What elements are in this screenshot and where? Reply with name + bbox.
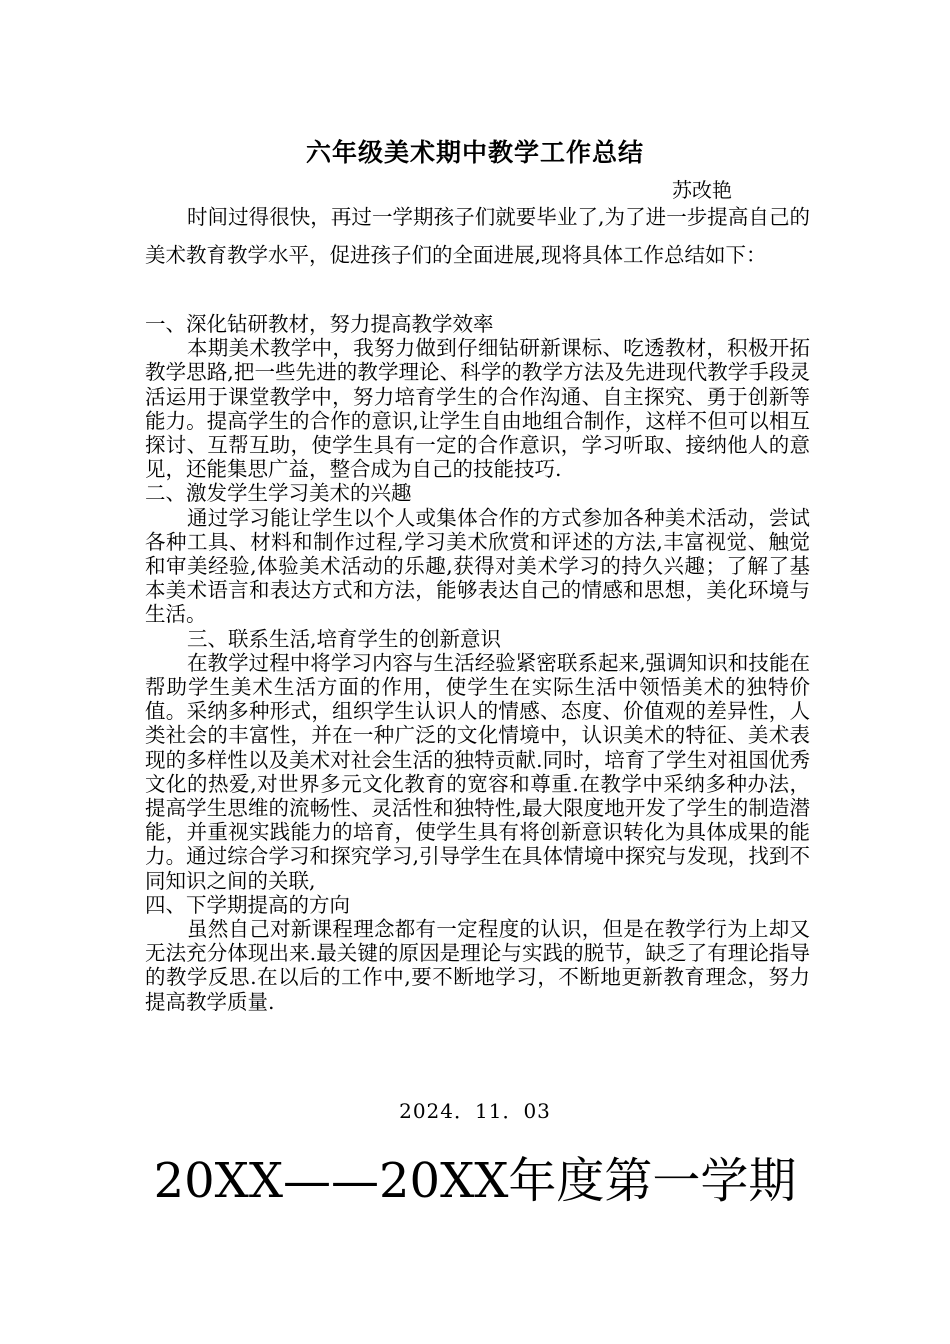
section-body-3: 在教学过程中将学习内容与生活经验紧密联系起来,强调知识和技能在帮助学生美术生活方面的作用，使学生在实际生活中领悟美术的独特价值。采纳多种形式，组织学生认识人的情感、态度、价值观的差异性，人类社会的丰富性，并在一种广泛的文化情境中，认识美术的特征、美术表现的多样性以及美术对社会生活的独特贡献.同时，培育了学生对祖国优秀文化的热爱,对世界多元文化教育的宽容和尊重.在教学中采纳多种办法，提高学生思维的流畅性、灵活性和独特性,最大限度地开发了学生的制造潜能，并重视实践能力的培育，使学生具有将创新意识转化为具体成果的能力。通过综合学习和探究学习,引导学生在具体情境中探究与发现，找到不同知识之间的关联, xyxy=(145,650,810,893)
document-title: 六年级美术期中教学工作总结 xyxy=(305,138,644,167)
document-date: 2024．11．03 xyxy=(399,1099,551,1123)
section-body-2: 通过学习能让学生以个人或集体合作的方式参加各种美术活动，尝试各种工具、材料和制作过程,学习美术欣赏和评述的方法,丰富视觉、触觉和审美经验,体验美术活动的乐趣,获得对美术学习的持久兴趣；了解了基本美术语言和表达方式和方法，能够表达自己的情感和思想，美化环境与生活。 xyxy=(145,505,810,627)
author-name: 苏改艳 xyxy=(672,178,732,202)
intro-paragraph: 时间过得很快，再过一学期孩子们就要毕业了,为了进一步提高自己的美术教育教学水平，促进孩子们的全面进展,现将具体工作总结如下： xyxy=(145,205,810,267)
section-heading-1: 一、深化钻研教材，努力提高教学效率 xyxy=(145,312,494,336)
section-body-4: 虽然自己对新课程理念都有一定程度的认识，但是在教学行为上却又无法充分体现出来.最关键的原因是理论与实践的脱节，缺乏了有理论指导的教学反思.在以后的工作中,要不断地学习，不断地更新教育理念，努力提高教学质量. xyxy=(145,917,810,1014)
section-body-1: 本期美术教学中，我努力做到仔细钻研新课标、吃透教材，积极开拓教学思路,把一些先进的教学理论、科学的教学方法及先进现代教学手段灵活运用于课堂教学中，努力培育学生的合作沟通、自主探究、勇于创新等能力。提高学生的合作的意识,让学生自由地组合制作，这样不但可以相互探讨、互帮互助，使学生具有一定的合作意识，学习听取、接纳他人的意见，还能集思广益，整合成为自己的技能技巧. xyxy=(145,336,810,482)
section-heading-4: 四、下学期提高的方向 xyxy=(145,892,350,917)
section-heading-2: 二、激发学生学习美术的兴趣 xyxy=(145,481,412,506)
document-body xyxy=(145,312,810,1014)
next-document-title: 20XX——20XX年度第一学期 xyxy=(153,1153,797,1209)
section-heading-3: 三、联系生活,培育学生的创新意识 xyxy=(187,626,502,651)
